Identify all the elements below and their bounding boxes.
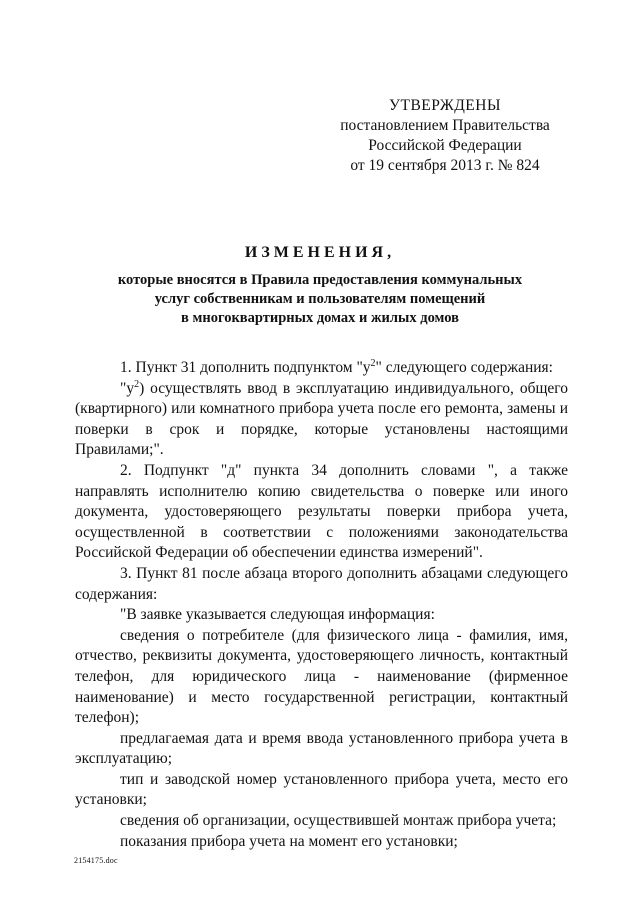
paragraph-2-text-start: "у — [120, 379, 135, 397]
subtitle-line-2: услуг собственникам и пользователям помещений — [154, 291, 486, 307]
approval-line-2: Российской Федерации — [368, 137, 522, 154]
document-title: ИЗМЕНЕНИЯ, — [244, 244, 396, 261]
document-body — [75, 358, 568, 852]
paragraph-1-text-start: 1. Пункт 31 дополнить подпунктом "у — [120, 359, 371, 376]
paragraph-2 — [75, 379, 568, 461]
approval-block — [330, 96, 560, 176]
document-subtitle — [60, 271, 580, 328]
footer-filename: 2154175.doc — [74, 856, 118, 865]
paragraph-1-superscript: 2 — [370, 357, 376, 369]
paragraph-9: сведения об организации, осуществившей монтаж прибора учета; — [120, 812, 557, 830]
subtitle-line-1: которые вносятся в Правила предоставления коммунальных — [117, 272, 523, 288]
approval-line-1: постановлением Правительства — [340, 117, 550, 134]
approval-line-3: от 19 сентября 2013 г. № 824 — [350, 157, 540, 174]
paragraph-10: показания прибора учета на момент его установки; — [120, 832, 458, 850]
paragraph-4: 3. Пункт 81 после абзаца второго дополнить абзацами следующего содержания: — [75, 564, 568, 603]
paragraph-3: 2. Подпункт "д" пункта 34 дополнить словами ", а также направлять исполнителю копию свидетельства о поверке или иного документа, удостоверяющего результаты поверки прибора учета, осуществленной в соответствии с положениями законодательства Российской Федерации об обеспечении единства измерений". — [75, 461, 568, 562]
paragraph-1 — [75, 358, 568, 379]
approval-heading: УТВЕРЖДЕНЫ — [389, 97, 501, 114]
paragraph-2-text-end: ) осуществлять ввод в эксплуатацию индивидуального, общего (квартирного) или комнатного прибора учета после его ремонта, замены и поверки в срок и порядке, которые установлены настоящими Правилами;". — [75, 379, 568, 459]
paragraph-1-text-end: " следующего содержания: — [375, 359, 553, 376]
paragraph-5: "В заявке указывается следующая информация: — [120, 606, 435, 624]
paragraph-2-superscript: 2 — [134, 378, 140, 390]
paragraph-7: предлагаемая дата и время ввода установленного прибора учета в эксплуатацию; — [75, 729, 568, 768]
paragraph-8: тип и заводской номер установленного прибора учета, место его установки; — [75, 770, 568, 809]
subtitle-line-3: в многоквартирных домах и жилых домов — [181, 310, 459, 326]
paragraph-6: сведения о потребителе (для физического лица - фамилия, имя, отчество, реквизиты документа, удостоверяющего личность, контактный телефон, для юридического лица - наименование (фирменное наименование) и место государственной регистрации, контактный телефон); — [75, 626, 568, 727]
